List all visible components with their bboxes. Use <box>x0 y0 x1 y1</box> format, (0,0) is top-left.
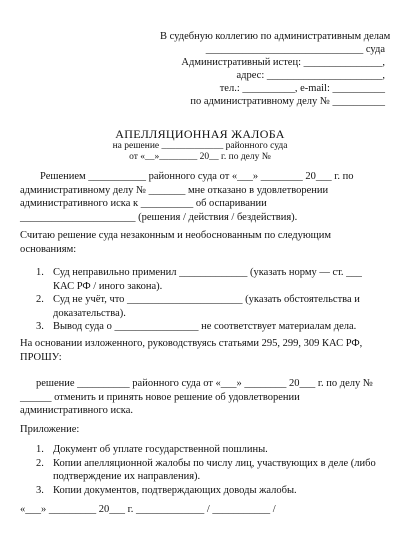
addressee-court-line: В судебную коллегию по административным делам <box>160 31 391 42</box>
list-item-text: Суд неправильно применил _____________ (указать норму — ст. ___ КАС РФ / иного закона). <box>53 267 362 292</box>
list-item <box>20 484 382 498</box>
list-item-number: 3. <box>36 321 44 332</box>
grounds-intro-paragraph: Считаю решение суда незаконным и необоснованным по следующим основаниям: <box>20 230 332 255</box>
list-item <box>20 320 382 334</box>
decision-paragraph: Решением ___________ районного суда от «___» ________ 20___ г. по административному делу № _______ мне отказано в удовлетворении административного иска к __________ об оспаривании ______________________ (решения / действия / бездействия). <box>20 171 354 223</box>
plaintiff-line: Административный истец: _______________, <box>181 57 385 68</box>
list-item-text: Вывод суда о ________________ не соответствует материалам дела. <box>53 321 357 332</box>
list-item-text: Копии документов, подтверждающих доводы жалобы. <box>53 484 297 496</box>
signature-line: «___» _________ 20___ г. _____________ / ___________ / <box>20 504 276 515</box>
list-item-text: Суд не учёт, что ______________________ (указать обстоятельства и доказательства). <box>53 294 360 319</box>
address-line: адрес: ______________________, <box>236 70 385 81</box>
list-item <box>20 457 382 484</box>
attachments-label: Приложение: <box>20 424 80 435</box>
list-item-number: 2. <box>36 294 44 305</box>
list-item <box>20 293 382 320</box>
list-item-text: Документ об уплате государственной пошлины. <box>53 444 268 455</box>
legal-basis-paragraph: На основании изложенного, руководствуясь статьями 295, 299, 309 КАС РФ, ПРОШУ: <box>20 338 363 363</box>
attachments-list <box>20 443 382 497</box>
document-subtitle-line-2: от «__»________ 20__ г. по делу № <box>129 152 271 162</box>
grounds-list <box>20 266 382 334</box>
request-paragraph: решение __________ районного суда от «___» ________ 20___ г. по делу № ______ отменить и принять новое решение об удовлетворении административного иска. <box>20 378 373 416</box>
list-item-number: 1. <box>36 267 44 278</box>
list-item-number: 1. <box>36 444 44 455</box>
case-number-line: по административному делу № __________ <box>190 96 385 107</box>
list-item-number: 3. <box>36 484 44 496</box>
list-item-number: 2. <box>36 457 44 469</box>
addressee-court-name-line: ______________________________ суда <box>205 44 385 55</box>
list-item-text: Копии апелляционной жалобы по числу лиц, участвующих в деле (либо подтверждение их направления). <box>53 457 376 482</box>
document-title: АПЕЛЛЯЦИОННАЯ ЖАЛОБА <box>115 127 285 141</box>
list-item <box>20 266 382 293</box>
contacts-line: тел.: __________, e-mail: __________ <box>219 83 385 94</box>
document-subtitle-line-1: на решение _____________ районного суда <box>112 141 288 151</box>
list-item <box>20 443 382 457</box>
